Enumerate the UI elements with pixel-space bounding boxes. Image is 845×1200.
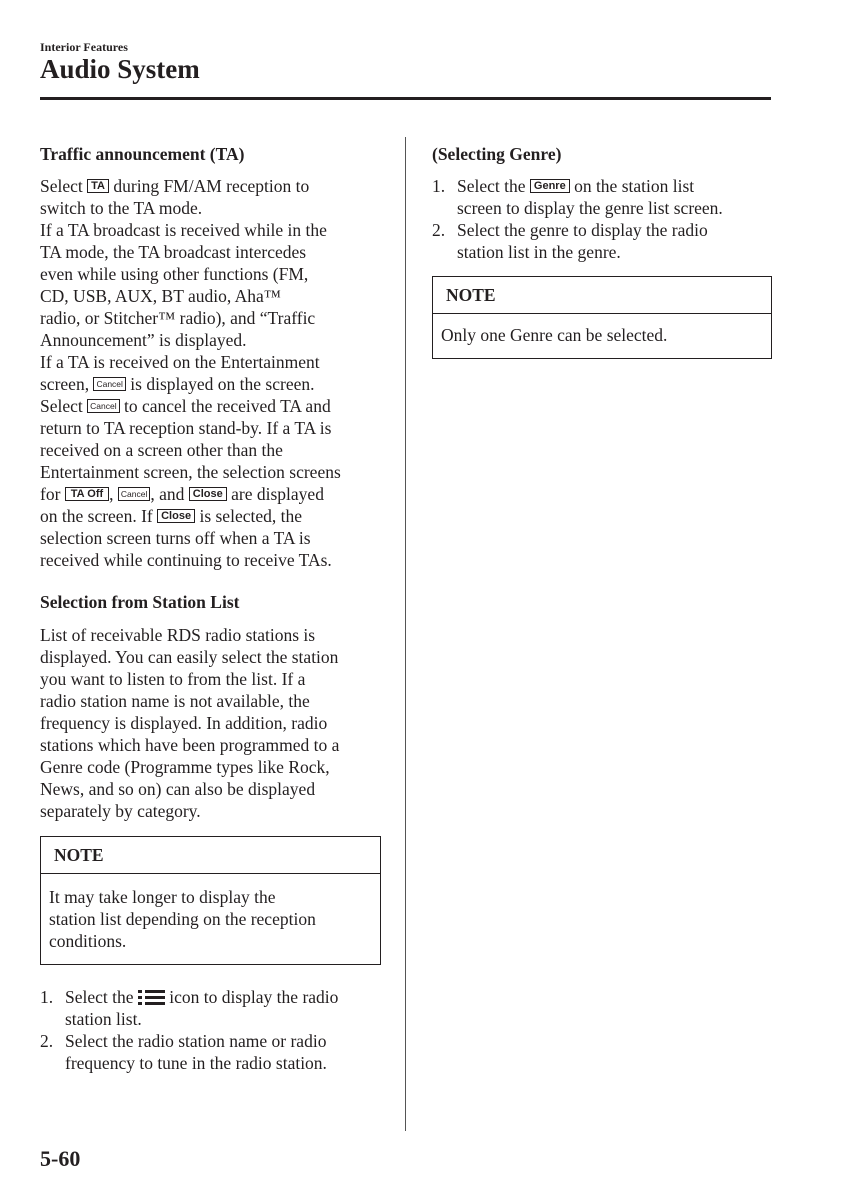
cancel-button-glyph: Cancel [87, 399, 119, 413]
text: during FM/AM reception to switch to the TA mode. If a TA broadcast is received while in the TA mode, the TA broadcast intercedes even while using other functions (FM, CD, USB, AUX, BT audio, Aha™ radio, or Stitcher™ radio), and “Traffic Announcement” is displayed. If a TA is received on the Entertainment screen, [40, 176, 327, 394]
genre-steps [432, 175, 777, 263]
note-label: NOTE [41, 837, 380, 874]
step-number: 1. [40, 987, 54, 1007]
column-divider [405, 137, 406, 1131]
text: Select the [65, 987, 138, 1007]
text: is selected, the selection screen turns off when a TA is received while continuing to receive TAs. [40, 506, 332, 570]
heading-traffic-announcement: Traffic announcement (TA) [40, 144, 245, 164]
cancel-button-glyph: Cancel [93, 377, 125, 391]
note-label: NOTE [433, 277, 771, 314]
text: are displayed on the screen. If [40, 484, 324, 526]
page-title: Audio System [40, 54, 200, 84]
genre-button-glyph: Genre [530, 179, 570, 193]
station-list-steps [40, 986, 390, 1074]
heading-station-list: Selection from Station List [40, 592, 240, 612]
text: icon to display the radio station list. [65, 987, 339, 1029]
text: on the station list screen to display the genre list screen. [457, 176, 723, 218]
title-rule [40, 97, 771, 100]
ta-off-button-glyph: TA Off [65, 487, 109, 501]
heading-selecting-genre: (Selecting Genre) [432, 144, 562, 164]
section-label: Interior Features [40, 40, 128, 54]
list-item [40, 1030, 390, 1074]
list-item [40, 986, 390, 1030]
note-box [40, 836, 381, 965]
step-number: 1. [432, 176, 446, 196]
list-item [432, 219, 777, 263]
ta-paragraph [40, 175, 390, 571]
note-body: Only one Genre can be selected. [441, 325, 668, 345]
ta-button-glyph: TA [87, 179, 109, 193]
cancel-button-glyph: Cancel [118, 487, 150, 501]
step-number: 2. [432, 220, 446, 240]
text: Select the [457, 176, 530, 196]
station-list-paragraph: List of receivable RDS radio stations is displayed. You can easily select the station you want to listen to from the list. If a radio station name is not available, the frequency is displayed. In addition, radio stations which have been programmed to a Genre code (Programme types like Rock, News, and so on) can also be displayed separately by category. [40, 625, 340, 821]
text: Select the radio station name or radio frequency to tune in the radio station. [65, 1031, 327, 1073]
close-button-glyph: Close [189, 487, 227, 501]
text: to cancel the received TA and return to TA reception stand-by. If a TA is received on a screen other than the Entertainment screen, the selection screens for [40, 396, 341, 504]
note-body: It may take longer to display the station list depending on the reception conditions. [49, 887, 316, 951]
text: is displayed on the screen. Select [40, 374, 315, 416]
page-number: 5-60 [40, 1146, 81, 1171]
list-item [432, 175, 777, 219]
text: Select the genre to display the radio station list in the genre. [457, 220, 708, 262]
text: , and [150, 484, 189, 504]
step-number: 2. [40, 1031, 54, 1051]
text: Select [40, 176, 88, 196]
note-box [432, 276, 772, 359]
list-icon [138, 989, 165, 1005]
text: , [109, 484, 118, 504]
close-button-glyph: Close [157, 509, 195, 523]
